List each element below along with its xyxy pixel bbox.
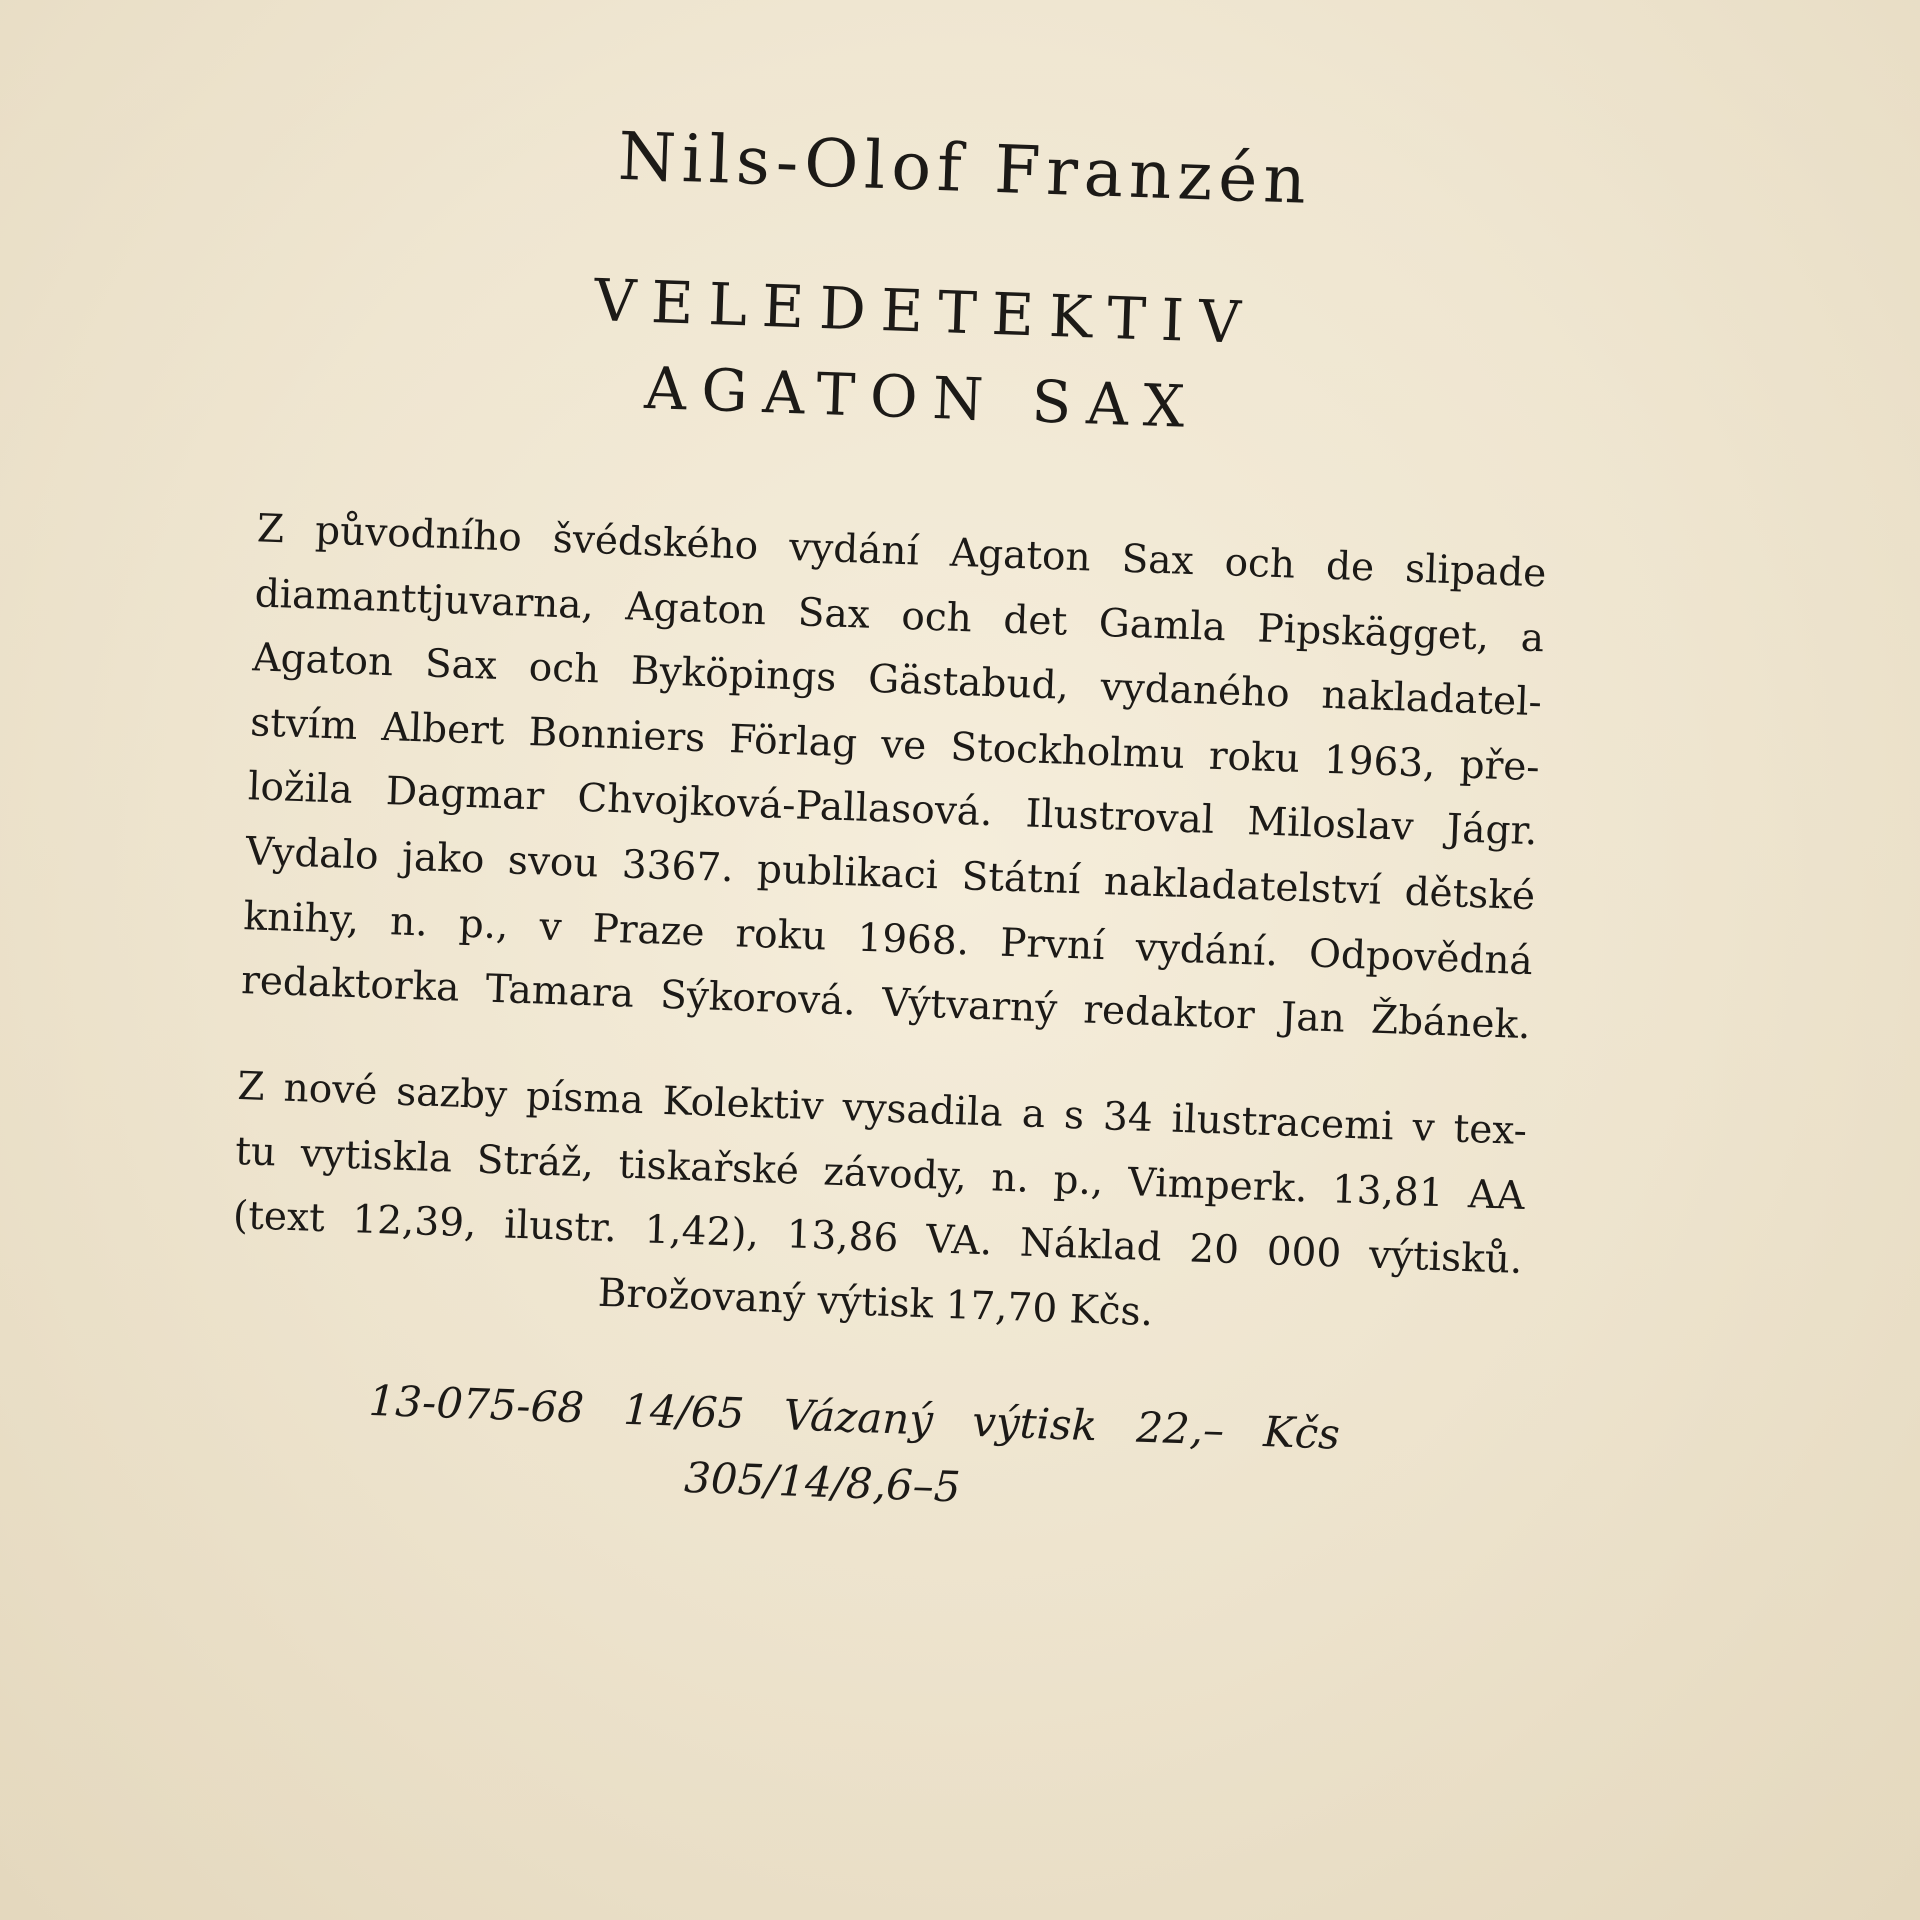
book-title: [571, 256, 1277, 452]
paragraph-line: knihy, n. p., v Praze roku 1968. První vydání. Odpovědná: [242, 893, 1534, 984]
paragraph-line: Z nové sazby písma Kolektiv vysadila a s 34 ilustracemi v tex-: [236, 1064, 1528, 1155]
paragraph-line: redaktorka Tamara Sýkorová. Výtvarný redaktor Jan Žbánek.: [240, 958, 1532, 1049]
paragraph-line: ložila Dagmar Chvojková-Pallasová. Ilustroval Miloslav Jágr.: [247, 764, 1539, 855]
catalog-codes-line: 13-075-68 14/65 Vázaný výtisk 22,– Kčs: [367, 1375, 1341, 1459]
title-line: VELEDETEKTIV: [593, 266, 1257, 358]
paragraph-line: (text 12,39, ilustr. 1,42), 13,86 VA. Náklad 20 000 výtisků.: [232, 1193, 1524, 1284]
translation-credits-paragraph: [240, 497, 1547, 1058]
title-line: AGATON SAX: [643, 353, 1201, 442]
paragraph-line: Z původního švédského vydání Agaton Sax och de slipade: [256, 506, 1548, 597]
catalog-footer: [365, 1368, 1341, 1533]
catalog-number-line: 305/14/8,6–5: [683, 1452, 962, 1512]
paragraph-line: Vydalo jako svou 3367. publikaci Státní nakladatelství dětské: [245, 829, 1536, 920]
paragraph-line: Brožovaný výtisk 17,70 Kčs.: [597, 1270, 1154, 1335]
printing-details-paragraph: [230, 1055, 1528, 1358]
paragraph-line: tu vytiskla Stráž, tiskařské závody, n. p., Vimperk. 13,81 AA: [234, 1128, 1526, 1219]
paragraph-line: Agaton Sax och Byköpings Gästabud, vydaného nakladatel-: [251, 635, 1543, 726]
paragraph-line: stvím Albert Bonniers Förlag ve Stockholmu roku 1963, pře-: [249, 700, 1541, 791]
paragraph-line: diamanttjuvarna, Agaton Sax och det Gamla Pipskägget, a: [254, 570, 1545, 661]
author-name: Nils-Olof Franzén: [616, 117, 1314, 219]
